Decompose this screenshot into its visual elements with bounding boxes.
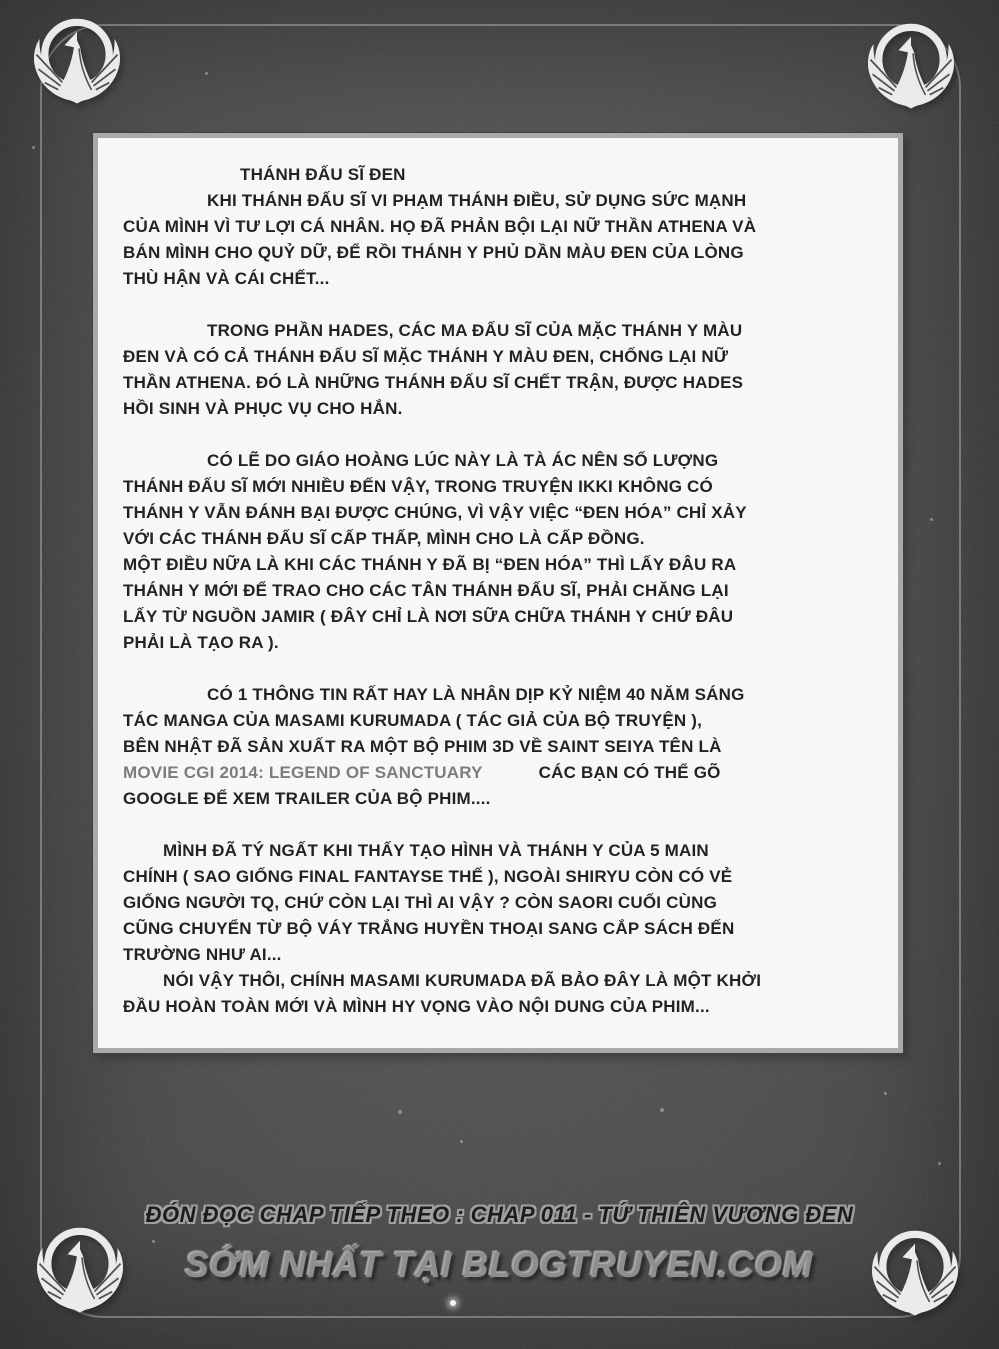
star-speck (930, 518, 933, 521)
paragraph-line: VỚI CÁC THÁNH ĐẤU SĨ CẤP THẤP, MÌNH CHO LÀ CẤP ĐỒNG. (123, 529, 645, 548)
paragraph-line: CŨNG CHUYỂN TỪ BỘ VÁY TRẮNG HUYỀN THOẠI SANG CẮP SÁCH ĐẾN (123, 919, 735, 938)
note-title: THÁNH ĐẤU SĨ ĐEN (240, 165, 406, 184)
paragraph-line: THÁNH Y VẪN ĐÁNH BẠI ĐƯỢC CHÚNG, VÌ VẬY VIỆC “ĐEN HÓA” CHỈ XẢY (123, 503, 747, 522)
paragraph-line: BÁN MÌNH CHO QUỶ DỮ, ĐỂ RỒI THÁNH Y PHỦ DẦN MÀU ĐEN CỦA LÒNG (123, 243, 744, 262)
star-speck (32, 146, 35, 149)
paragraph-line: LẤY TỪ NGUỒN JAMIR ( ĐÂY CHỈ LÀ NƠI SỮA CHỮA THÁNH Y CHỨ ĐÂU (123, 607, 734, 626)
paragraph-line: NÓI VẬY THÔI, CHÍNH MASAMI KURUMADA ĐÃ BẢO ĐÂY LÀ MỘT KHỞI (163, 971, 762, 990)
paragraph-line: GOOGLE ĐỂ XEM TRAILER CỦA BỘ PHIM.... (123, 789, 491, 808)
paragraph-line: THÁNH ĐẤU SĨ MỚI NHIỀU ĐẾN VẬY, TRONG TRUYỆN IKKI KHÔNG CÓ (123, 477, 713, 496)
movie-title-text: MOVIE CGI 2014: LEGEND OF SANCTUARY (123, 763, 483, 782)
paragraph-line: MÌNH ĐÃ TÝ NGẤT KHI THẤY TẠO HÌNH VÀ THÁNH Y CỦA 5 MAIN (163, 841, 709, 860)
paragraph-line: CÓ LẼ DO GIÁO HOÀNG LÚC NÀY LÀ TÀ ÁC NÊN SỐ LƯỢNG (207, 451, 719, 470)
paragraph-line: ĐẦU HOÀN TOÀN MỚI VÀ MÌNH HY VỌNG VÀO NỘI DUNG CỦA PHIM... (123, 997, 710, 1016)
star-speck (460, 1140, 463, 1143)
paragraph-line: GIỐNG NGƯỜI TQ, CHỨ CÒN LẠI THÌ AI VẬY ? CÒN SAORI CUỐI CÙNG (123, 893, 718, 912)
paragraph-gap (123, 812, 880, 838)
paragraph-line: THÁNH Y MỚI ĐỂ TRAO CHO CÁC TÂN THÁNH ĐẤU SĨ, PHẢI CHĂNG LẠI (123, 581, 729, 600)
star-speck (152, 1240, 155, 1243)
paragraph-line: PHẢI LÀ TẠO RA ). (123, 633, 279, 652)
paragraph-gap (123, 422, 880, 448)
note-panel (93, 133, 903, 1053)
footer-next-chapter: ĐÓN ĐỌC CHAP TIẾP THEO : CHAP 011 - TỨ THIÊN VƯƠNG ĐEN (145, 1202, 854, 1227)
star-speck (205, 72, 208, 75)
note-text-block (98, 138, 898, 1020)
paragraph-line-movie (123, 760, 880, 786)
paragraph-gap (123, 656, 880, 682)
star-speck (938, 1162, 941, 1165)
phoenix-icon (859, 17, 963, 121)
phoenix-icon (25, 12, 129, 116)
paragraph-line: TRƯỜNG NHƯ AI... (123, 945, 282, 964)
paragraph-line: TÁC MANGA CỦA MASAMI KURUMADA ( TÁC GIẢ CỦA BỘ TRUYỆN ), (123, 711, 703, 730)
paragraph-line: CHÍNH ( SAO GIỐNG FINAL FANTAYSE THẾ ), NGOÀI SHIRYU CÒN CÓ VẺ (123, 867, 733, 886)
star-speck (660, 1108, 664, 1112)
paragraph-line: HỒI SINH VÀ PHỤC VỤ CHO HẮN. (123, 399, 403, 418)
paragraph-line: ĐEN VÀ CÓ CẢ THÁNH ĐẤU SĨ MẶC THÁNH Y MÀU ĐEN, CHỐNG LẠI NỮ (123, 347, 729, 366)
paragraph-line: CÓ 1 THÔNG TIN RẤT HAY LÀ NHÂN DỊP KỶ NIỆM 40 NĂM SÁNG (207, 685, 745, 704)
star-speck (450, 1300, 456, 1306)
phoenix-logo-top-left (25, 12, 129, 116)
paragraph-line: MỘT ĐIỀU NỮA LÀ KHI CÁC THÁNH Y ĐÃ BỊ “ĐEN HÓA” THÌ LẤY ĐÂU RA (123, 555, 737, 574)
paragraph-line: KHI THÁNH ĐẤU SĨ VI PHẠM THÁNH ĐIỀU, SỬ DỤNG SỨC MẠNH (207, 191, 747, 210)
paragraph-line: TRONG PHẦN HADES, CÁC MA ĐẤU SĨ CỦA MẶC THÁNH Y MÀU (207, 321, 743, 340)
footer-site-watermark: SỚM NHẤT TẠI BLOGTRUYEN.COM (185, 1246, 814, 1285)
paragraph-line-tail: CÁC BẠN CÓ THỂ GÕ (538, 763, 721, 782)
paragraph-line: CỦA MÌNH VÌ TƯ LỢI CÁ NHÂN. HỌ ĐÃ PHẢN BỘI LẠI NỮ THẦN ATHENA VÀ (123, 217, 757, 236)
phoenix-logo-top-right (859, 17, 963, 121)
paragraph-line: THẦN ATHENA. ĐÓ LÀ NHỮNG THÁNH ĐẤU SĨ CHẾT TRẬN, ĐƯỢC HADES (123, 373, 744, 392)
star-speck (398, 1110, 402, 1114)
paragraph-line: THÙ HẬN VÀ CÁI CHẾT... (123, 269, 330, 288)
star-speck (884, 1092, 887, 1095)
paragraph-line: BÊN NHẬT ĐÃ SẢN XUẤT RA MỘT BỘ PHIM 3D VỀ SAINT SEIYA TÊN LÀ (123, 737, 722, 756)
paragraph-gap (123, 292, 880, 318)
